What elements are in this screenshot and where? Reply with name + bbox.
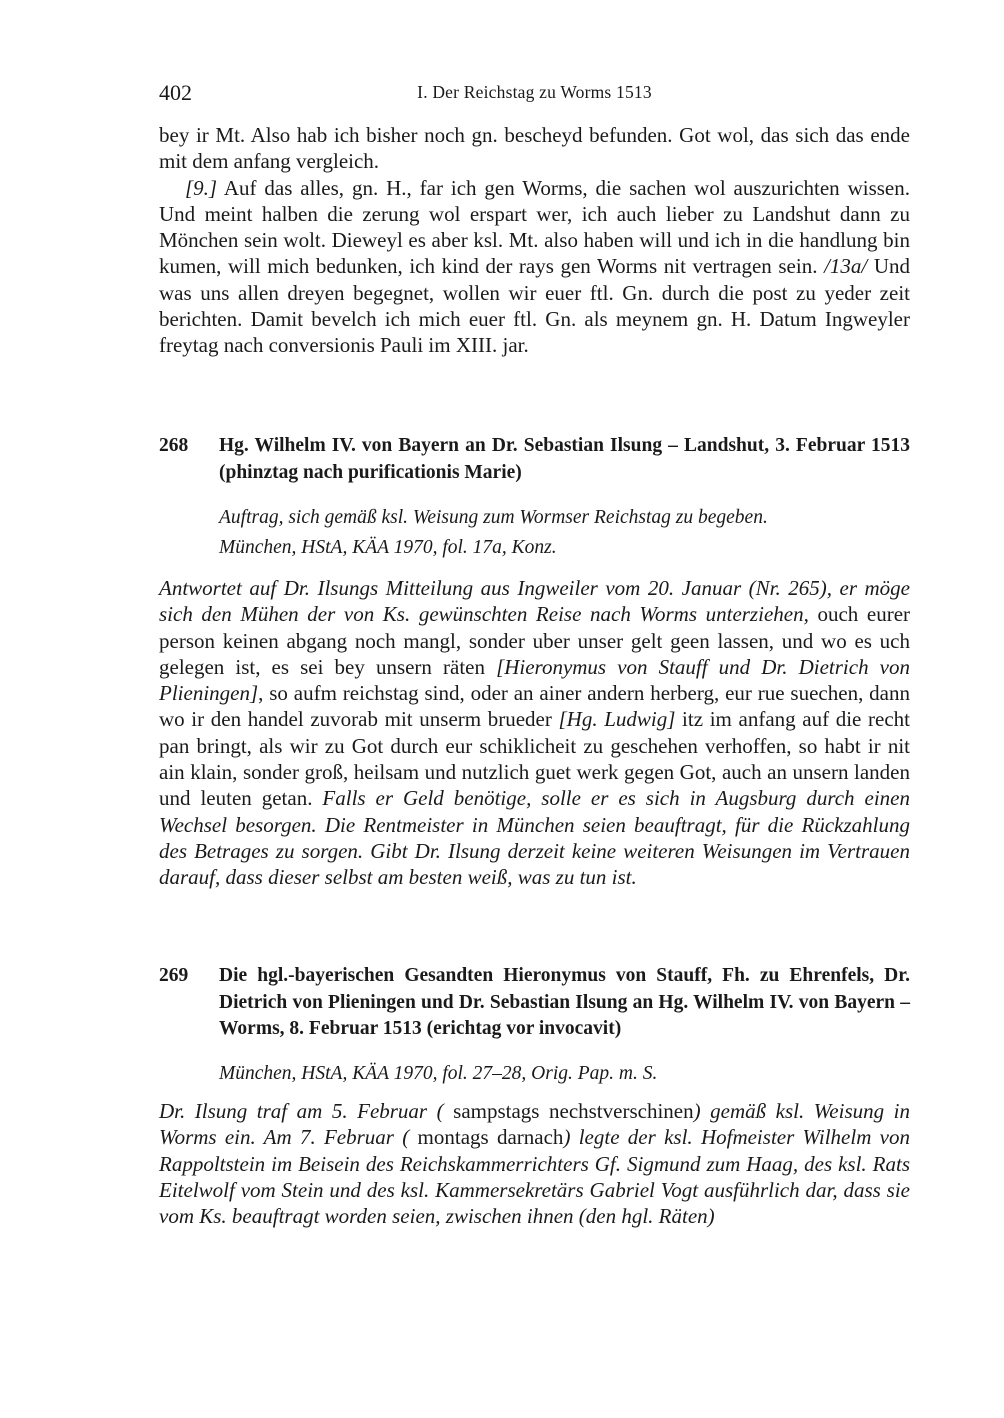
- paragraph: [159, 175, 910, 359]
- document-heading-269: [159, 963, 910, 1043]
- quoted-text: , so aufm reichstag sind, oder an ainer andern herberg, eur rue suechen, dann wo ir den handel zuvorab mit unserm brueder: [159, 681, 910, 732]
- document-title: Hg. Wilhelm IV. von Bayern an Dr. Sebastian Ilsung – Landshut, 3. Februar 1513 (phinztag nach purificationis Marie): [219, 435, 910, 483]
- quoted-text: itz im anfang auf die recht pan bringt, als wir zu Got durch eur schiklicheit zu geschehen verhoffen, so habt ir nit ain klain, sonder groß, heilsam und nutzlich guet werk gegen Got, auch an unsern landen und leuten getan.: [159, 707, 910, 811]
- document-summary: Auftrag, sich gemäß ksl. Weisung zum Wormser Reichstag zu begeben.: [219, 507, 768, 528]
- quoted-text: ouch eurer person keinen abgang noch mangl, sonder uber unser gelt geen lassen, und wo es uch gelegen ist, es sei bey unsern räten: [159, 602, 911, 679]
- page-header: [159, 80, 910, 108]
- document-meta-268: [219, 503, 909, 563]
- continued-letter-text: [159, 122, 910, 359]
- editorial-note: [Hg. Ludwig]: [558, 707, 676, 732]
- document-source: München, HStA, KÄA 1970, fol. 27–28, Orig. Pap. m. S.: [219, 1063, 658, 1084]
- quoted-text: montags darnach: [409, 1125, 564, 1150]
- editorial-note: [Hieronymus von Stauff und Dr. Dietrich von Plieningen]: [159, 654, 910, 706]
- editorial-summary: Antwortet auf Dr. Ilsungs Mitteilung aus Ingweiler vom 20. Januar (Nr. 265), er möge sich den Mühen der von Ks. gewünschten Reise nach Worms unterziehen,: [159, 576, 910, 627]
- page-number: 402: [159, 80, 192, 105]
- document-meta-269: [219, 1059, 909, 1089]
- document-number: 268: [159, 435, 189, 456]
- document-title: Die hgl.-bayerischen Gesandten Hieronymus von Stauff, Fh. zu Ehrenfels, Dr. Dietrich von Plieningen und Dr. Sebastian Ilsung an Hg. Wilhelm IV. von Bayern – Worms, 8. Februar 1513 (erichtag vor invocavit): [219, 965, 910, 1039]
- document-text-268: [159, 575, 910, 891]
- running-title: I. Der Reichstag zu Worms 1513: [417, 82, 652, 102]
- document-source: München, HStA, KÄA 1970, fol. 17a, Konz.: [219, 537, 557, 558]
- text-run: Und was uns allen dreyen begegnet, wollen wir euer ftl. Gn. durch die post zu yeder zeit berichten. Damit bevelch ich mich euer ftl. Gn. als meynem gn. H. Datum Ingweyler freytag nach conversionis Pauli im XIII. jar.: [159, 254, 910, 358]
- editorial-summary: ) legte der ksl. Hofmeister Wilhelm von Rappoltstein im Beisein des Reichskammerrichters Gf. Sigmund zum Haag, des ksl. Rats Eitelwolf vom Stein und des ksl. Kammersekretärs Gabriel Vogt ausführlich dar, dass sie vom Ks. beauftragt worden seien, zwischen ihnen (den hgl. Räten): [159, 1125, 910, 1229]
- folio-marker: /13a/: [824, 254, 868, 279]
- document-number: 269: [159, 965, 189, 986]
- editorial-summary: Dr. Ilsung traf am 5. Februar (: [159, 1099, 444, 1123]
- section-marker: [9.]: [185, 175, 218, 200]
- editorial-summary: ) gemäß ksl. Weisung in Worms ein. Am 7. Februar (: [159, 1099, 910, 1150]
- paragraph: bey ir Mt. Also hab ich bisher noch gn. bescheyd befunden. Got wol, das sich das ende mit dem anfang vergleich.: [159, 123, 910, 174]
- document-heading-268: [159, 433, 910, 486]
- document-text-269: [159, 1098, 910, 1229]
- editorial-summary: Falls er Geld benötige, solle er es sich in Augsburg durch einen Wechsel besorgen. Die Rentmeister in München seien beauftragt, für die Rückzahlung des Betrages zu sorgen. Gibt Dr. Ilsung derzeit keine weiteren Weisungen im Vertrauen darauf, dass dieser selbst am besten weiß, was zu tun ist.: [159, 786, 910, 890]
- quoted-text: sampstags nechstverschinen: [443, 1099, 694, 1123]
- text-run: Auf das alles, gn. H., far ich gen Worms, die sachen wol auszurichten wissen. Und meint halben die zerung wol erspart wer, ich auch lieber zu Landshut dann zu Mönchen sein wolt. Dieweyl es aber ksl. Mt. also haben will und ich in die handlung bin kumen, will mich bedunken, ich kind der rays gen Worms nit vertragen sein.: [159, 175, 910, 279]
